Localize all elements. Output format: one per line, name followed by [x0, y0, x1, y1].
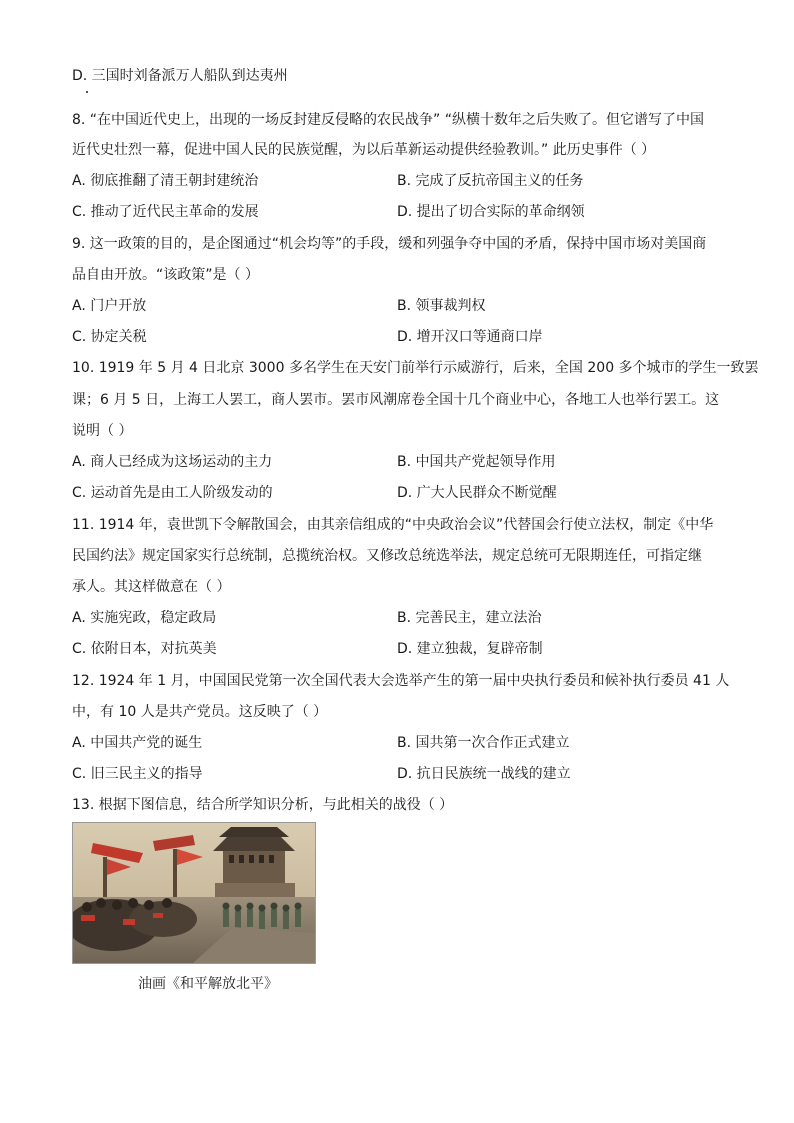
- stray-dot: [86, 91, 88, 93]
- q9-stem-line2: 品自由开放。“该政策”是（ ）: [72, 267, 259, 283]
- q12-option-d[interactable]: D. 抗日民族统一战线的建立: [397, 766, 571, 782]
- painting-illustration: [73, 823, 315, 963]
- q8-option-a[interactable]: A. 彻底推翻了清王朝封建统治: [72, 173, 259, 189]
- q12-option-c[interactable]: C. 旧三民主义的指导: [72, 766, 203, 782]
- q10-option-d[interactable]: D. 广大人民群众不断觉醒: [397, 485, 557, 501]
- q12-option-a[interactable]: A. 中国共产党的诞生: [72, 735, 203, 751]
- q11-option-a[interactable]: A. 实施宪政，稳定政局: [72, 610, 217, 626]
- q10-option-b[interactable]: B. 中国共产党起领导作用: [397, 454, 556, 470]
- q8-option-d[interactable]: D. 提出了切合实际的革命纲领: [397, 204, 585, 220]
- q11-stem-line2: 民国约法》规定国家实行总统制，总揽统治权。又修改总统选举法，规定总统可无限期连任，可指定继: [72, 548, 702, 564]
- q8-option-b[interactable]: B. 完成了反抗帝国主义的任务: [397, 173, 584, 189]
- q9-option-a[interactable]: A. 门户开放: [72, 298, 147, 314]
- q12-stem-line1: 12. 1924 年 1 月，中国国民党第一次全国代表大会选举产生的第一届中央执行委员和候补执行委员 41 人: [72, 673, 730, 689]
- q11-option-c[interactable]: C. 依附日本，对抗英美: [72, 641, 217, 657]
- q8-stem-line2: 近代史壮烈一幕，促进中国人民的民族觉醒，为以后革新运动提供经验教训。” 此历史事件（ ）: [72, 142, 656, 158]
- painting-caption: 油画《和平解放北平》: [138, 976, 278, 992]
- q9-option-b[interactable]: B. 领事裁判权: [397, 298, 486, 314]
- q12-stem-line2: 中，有 10 人是共产党员。这反映了（ ）: [72, 704, 328, 720]
- q10-stem-line2: 课；6 月 5 日，上海工人罢工，商人罢市。罢市风潮席卷全国十几个商业中心，各地工人也举行罢工。这: [72, 392, 720, 408]
- q10-stem-line3: 说明（ ）: [72, 423, 133, 439]
- q11-stem-line1: 11. 1914 年，袁世凯下令解散国会，由其亲信组成的“中央政治会议”代替国会行使立法权，制定《中华: [72, 517, 714, 533]
- q11-stem-line3: 承人。其这样做意在（ ）: [72, 579, 231, 595]
- q11-option-d[interactable]: D. 建立独裁，复辟帝制: [397, 641, 543, 657]
- q9-option-c[interactable]: C. 协定关税: [72, 329, 147, 345]
- q8-stem-line1: 8. “在中国近代史上，出现的一场反封建反侵略的农民战争” “纵横十数年之后失败了。但它谱写了中国: [72, 112, 705, 128]
- q12-option-b[interactable]: B. 国共第一次合作正式建立: [397, 735, 570, 751]
- q7-option-d: D. 三国时刘备派万人船队到达夷州: [72, 68, 288, 84]
- q13-stem-line1: 13. 根据下图信息，结合所学知识分析，与此相关的战役（ ）: [72, 797, 454, 813]
- q11-option-b[interactable]: B. 完善民主，建立法治: [397, 610, 542, 626]
- oil-painting-image: [72, 822, 316, 964]
- q9-option-d[interactable]: D. 增开汉口等通商口岸: [397, 329, 543, 345]
- q9-stem-line1: 9. 这一政策的目的，是企图通过“机会均等”的手段，缓和列强争夺中国的矛盾，保持中国市场对美国商: [72, 236, 707, 252]
- q8-option-c[interactable]: C. 推动了近代民主革命的发展: [72, 204, 259, 220]
- q10-option-c[interactable]: C. 运动首先是由工人阶级发动的: [72, 485, 273, 501]
- q10-stem-line1: 10. 1919 年 5 月 4 日北京 3000 多名学生在天安门前举行示威游行，后来，全国 200 多个城市的学生一致罢: [72, 360, 759, 376]
- q10-option-a[interactable]: A. 商人已经成为这场运动的主力: [72, 454, 273, 470]
